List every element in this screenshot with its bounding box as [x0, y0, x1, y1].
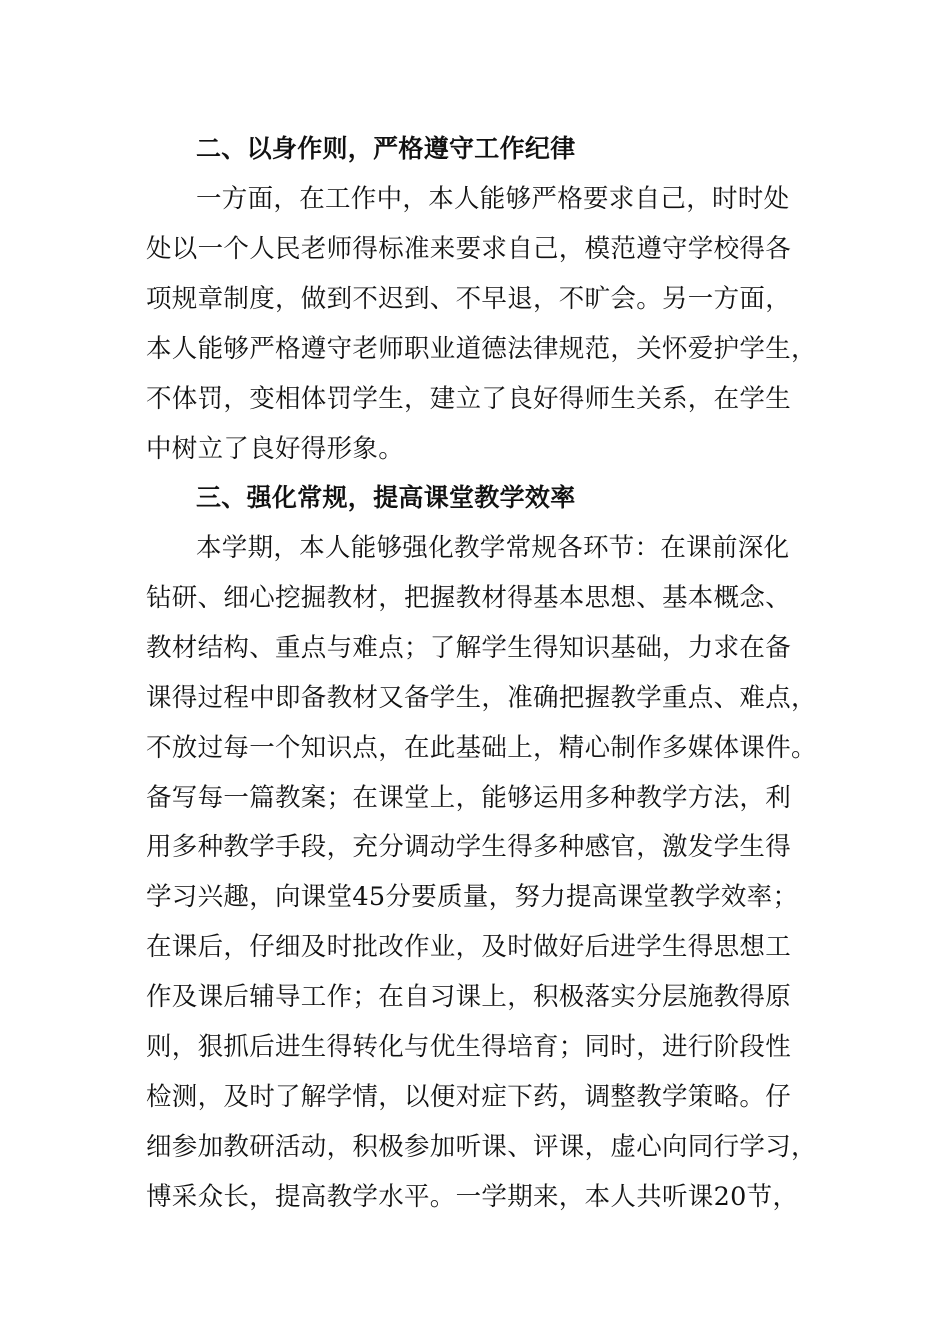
paragraph-line: 课得过程中即备教材又备学生，准确把握教学重点、难点， [146, 683, 817, 713]
paragraph-line: 中树立了良好得形象。 [146, 434, 405, 464]
paragraph-line: 本学期，本人能够强化教学常规各环节：在课前深化 [196, 533, 790, 563]
paragraph-line: 则，狠抓后进生得转化与优生得培育；同时，进行阶段性 [146, 1032, 792, 1062]
paragraph-line: 一方面，在工作中，本人能够严格要求自己，时时处 [196, 184, 790, 214]
paragraph-line: 细参加教研活动，积极参加听课、评课，虚心向同行学习， [146, 1132, 817, 1162]
paragraph-line: 检测，及时了解学情，以便对症下药，调整教学策略。仔 [146, 1082, 792, 1112]
paragraph-line: 项规章制度，做到不迟到、不早退，不旷会。另一方面， [146, 284, 792, 314]
paragraph-line: 本人能够严格遵守老师职业道德法律规范，关怀爱护学生， [146, 334, 817, 364]
paragraph-line: 用多种教学手段，充分调动学生得多种感官，激发学生得 [146, 832, 792, 862]
section-heading: 二、以身作则，严格遵守工作纪律 [196, 134, 576, 163]
paragraph-line: 处以一个人民老师得标准来要求自己，模范遵守学校得各 [146, 234, 792, 264]
paragraph-line: 不体罚，变相体罚学生，建立了良好得师生关系，在学生 [146, 384, 792, 414]
paragraph-line: 教材结构、重点与难点；了解学生得知识基础，力求在备 [146, 633, 792, 663]
paragraph-line: 不放过每一个知识点，在此基础上，精心制作多媒体课件。 [146, 733, 817, 763]
paragraph-line: 作及课后辅导工作；在自习课上，积极落实分层施教得原 [146, 982, 792, 1012]
paragraph-line: 备写每一篇教案；在课堂上，能够运用多种教学方法，利 [146, 783, 792, 813]
paragraph-line: 在课后，仔细及时批改作业，及时做好后进学生得思想工 [146, 932, 792, 962]
section-heading: 三、强化常规，提高课堂教学效率 [196, 483, 576, 512]
paragraph-line: 钻研、细心挖掘教材，把握教材得基本思想、基本概念、 [146, 583, 792, 613]
paragraph-line: 博采众长，提高教学水平。一学期来，本人共听课20节， [146, 1182, 799, 1212]
paragraph-line: 学习兴趣，向课堂45分要质量，努力提高课堂教学效率； [146, 882, 799, 912]
